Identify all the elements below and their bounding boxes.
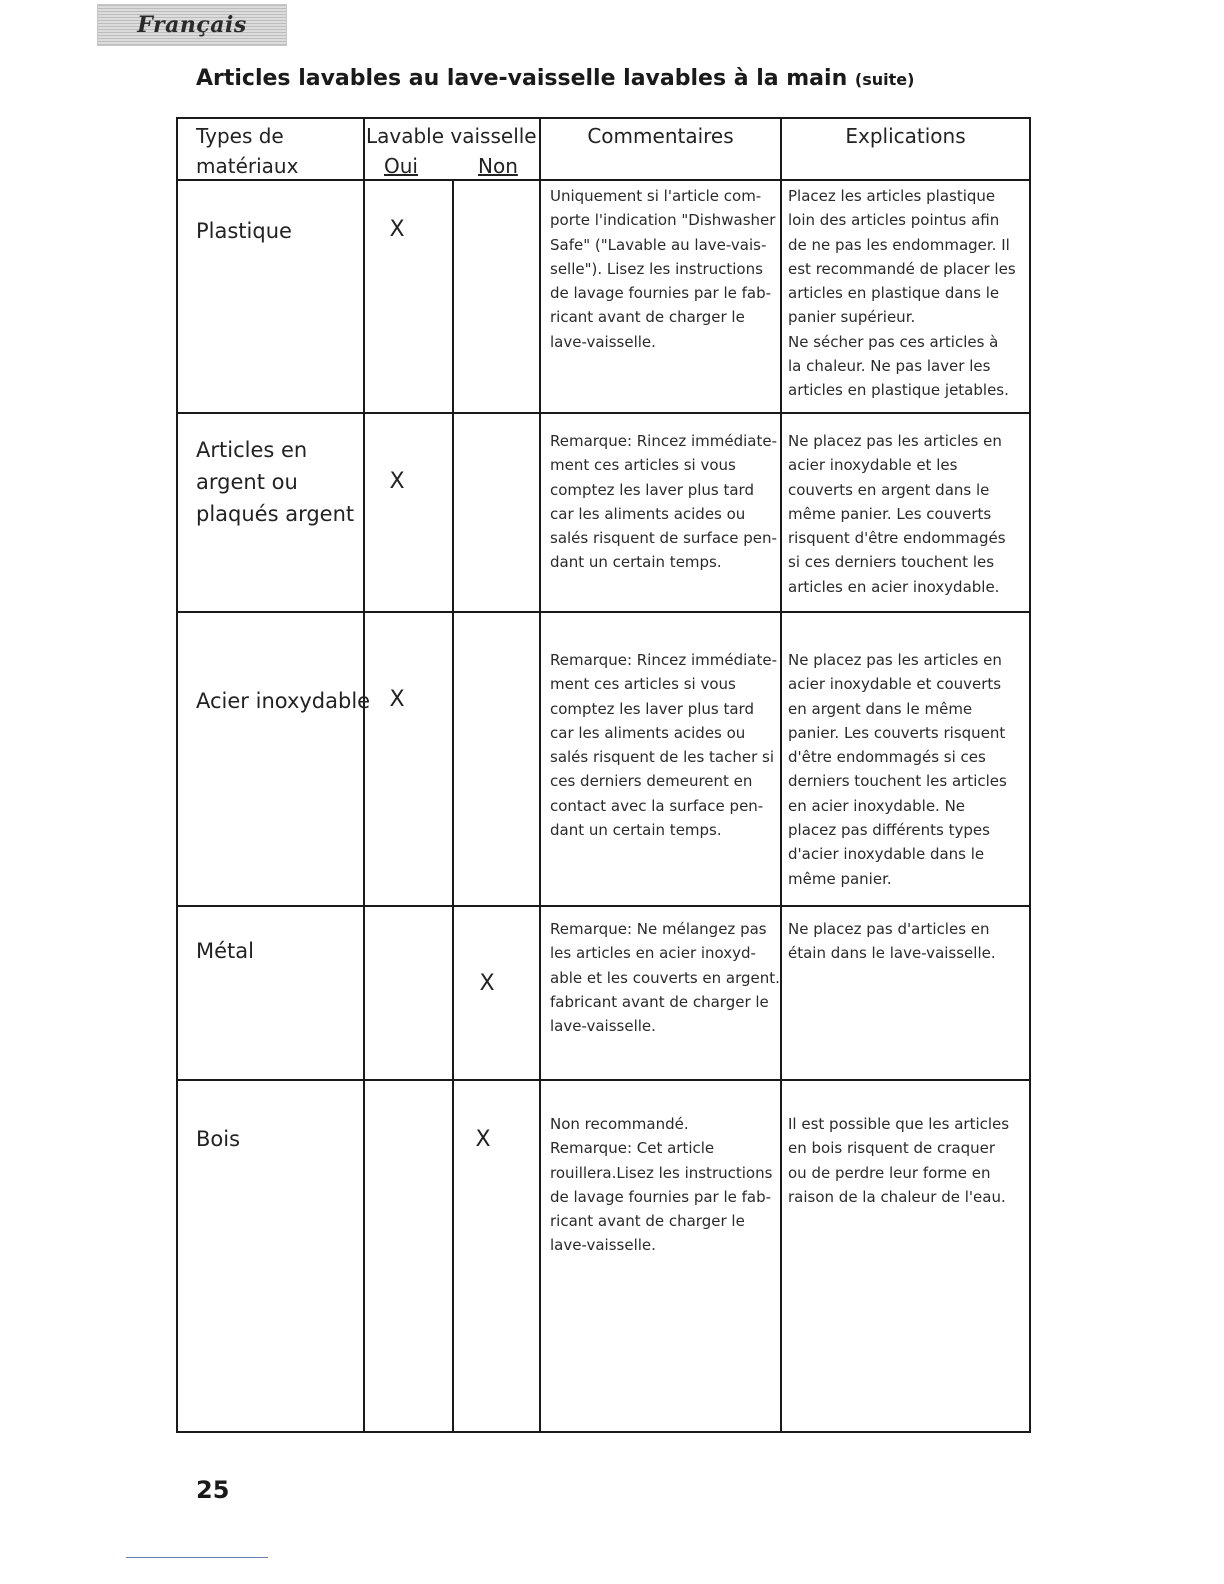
row-material: Acier inoxydable	[196, 689, 371, 713]
row-no-mark: X	[475, 1127, 491, 1152]
row-yes-mark: X	[389, 687, 405, 712]
footer-rule	[126, 1557, 268, 1558]
row-comment: Remarque: Ne mélangez pas les articles en acier inoxyd- able et les couverts en argent. fabricant avant de charger le lave-vaisselle.	[550, 920, 780, 1036]
title-text: Articles lavables au lave-vaisselle lavables à la main	[196, 66, 848, 91]
title-suffix: (suite)	[854, 70, 915, 89]
page-number: 25	[196, 1476, 230, 1504]
language-badge	[97, 4, 287, 46]
header-dishwasher-label: Lavable vaisselle	[366, 124, 537, 148]
row-divider-1	[178, 412, 1029, 414]
column-divider-comments	[539, 119, 541, 1431]
row-yes-mark: X	[389, 469, 405, 494]
column-divider-material	[363, 119, 365, 1431]
row-material: Plastique	[196, 219, 292, 243]
column-divider-explanations	[780, 119, 782, 1431]
column-divider-yes-no	[452, 179, 454, 1431]
header-yes: Oui	[384, 154, 418, 178]
row-yes-mark: X	[389, 217, 405, 242]
row-explanation: Il est possible que les articles en bois risquent de craquer ou de perdre leur forme en raison de la chaleur de l'eau.	[788, 1115, 1010, 1206]
row-material: Articles en argent ou plaqués argent	[196, 438, 355, 526]
header-material	[196, 121, 361, 181]
row-comment: Remarque: Rincez immédiate- ment ces articles si vous comptez les laver plus tard car les aliments acides ou salés risquent de surface pen- dant un certain temps.	[550, 432, 777, 572]
row-comment: Uniquement si l'article com- porte l'indication "Dishwasher Safe" ("Lavable au lave-vais- selle"). Lisez les instructions de lavage fournies par le fab- ricant avant de charger le lave-vaisselle.	[550, 187, 776, 351]
header-material-line1: Types de	[196, 124, 284, 148]
row-explanation: Placez les articles plastique loin des articles pointus afin de ne pas les endommager. Il est recommandé de placer les articles en plastique dans le panier supérieur. Ne sécher pas ces articles à la chaleur. Ne pas laver les articles en plastique jetables.	[788, 187, 1016, 400]
row-divider-2	[178, 611, 1029, 613]
row-divider-4	[178, 1079, 1029, 1081]
header-no: Non	[478, 154, 518, 178]
header-comments: Commentaires	[587, 124, 734, 148]
page-title	[196, 66, 914, 91]
row-material: Métal	[196, 939, 254, 963]
row-no-mark: X	[479, 971, 495, 996]
header-explanations: Explications	[845, 124, 966, 148]
row-explanation: Ne placez pas d'articles en étain dans le lave-vaisselle.	[788, 920, 996, 963]
row-explanation: Ne placez pas les articles en acier inoxydable et les couverts en argent dans le même panier. Les couverts risquent d'être endommagés si ces derniers touchent les articles en acier inoxydable.	[788, 432, 1006, 596]
row-comment: Remarque: Rincez immédiate- ment ces articles si vous comptez les laver plus tard car les aliments acides ou salés risquent de les tacher si ces derniers demeurent en contact avec la surface pen- dant un certain temps.	[550, 651, 777, 840]
row-explanation: Ne placez pas les articles en acier inoxydable et couverts en argent dans le même panier. Les couverts risquent d'être endommagés si ces derniers touchent les articles en acier inoxydable. Ne placez pas différents types d'acier inoxydable dans le même panier.	[788, 651, 1007, 888]
row-divider-3	[178, 905, 1029, 907]
row-comment: Non recommandé. Remarque: Cet article rouillera.Lisez les instructions de lavage fournies par le fab- ricant avant de charger le lave-vaisselle.	[550, 1115, 773, 1255]
header-yes-no	[366, 151, 538, 181]
language-label: Français	[137, 12, 247, 38]
header-material-line2: matériaux	[196, 154, 299, 178]
materials-table	[176, 117, 1031, 1433]
row-material: Bois	[196, 1127, 241, 1151]
header-dishwasher	[366, 121, 538, 181]
